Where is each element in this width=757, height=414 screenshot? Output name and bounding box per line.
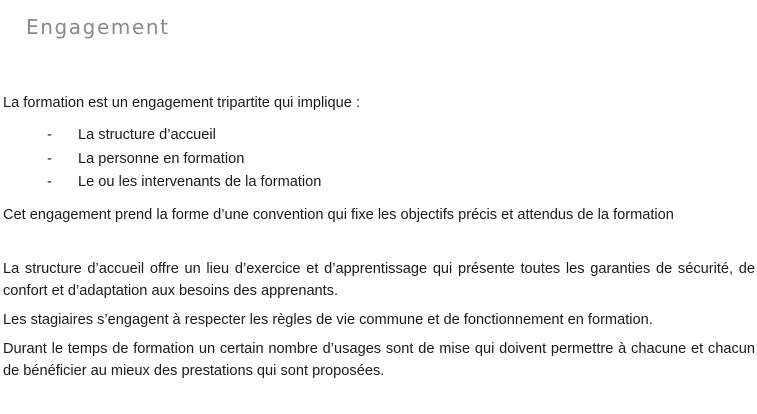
list-item-text: Le ou les intervenants de la formation — [78, 174, 322, 190]
bullet-dash: - — [47, 150, 52, 167]
list-item-text: La structure d’accueil — [78, 127, 216, 143]
list-item — [0, 124, 321, 148]
paragraph-structure-accueil: La structure d’accueil offre un lieu d’exercice et d’apprentissage qui présente toutes les garanties de sécurité, de confort et d’adaptation aux besoins des apprenants. — [3, 261, 755, 299]
list-item — [0, 171, 321, 195]
bullet-list — [0, 124, 321, 195]
list-item-text: La personne en formation — [78, 150, 245, 167]
intro-paragraph: La formation est un engagement tripartite qui implique : — [3, 95, 360, 111]
list-item — [0, 148, 321, 172]
bullet-dash: - — [47, 127, 52, 143]
paragraph-usages: Durant le temps de formation un certain nombre d’usages sont de mise qui doivent permettre à chacune et chacun de bénéficier au mieux des prestations qui sont proposées. — [3, 341, 755, 379]
bullet-dash: - — [47, 174, 52, 190]
paragraph-convention: Cet engagement prend la forme d’une convention qui fixe les objectifs précis et attendus de la formation — [3, 207, 674, 223]
paragraph-stagiaires: Les stagiaires s’engagent à respecter les règles de vie commune et de fonctionnement en formation. — [3, 312, 653, 328]
section-heading: Engagement — [26, 15, 170, 39]
